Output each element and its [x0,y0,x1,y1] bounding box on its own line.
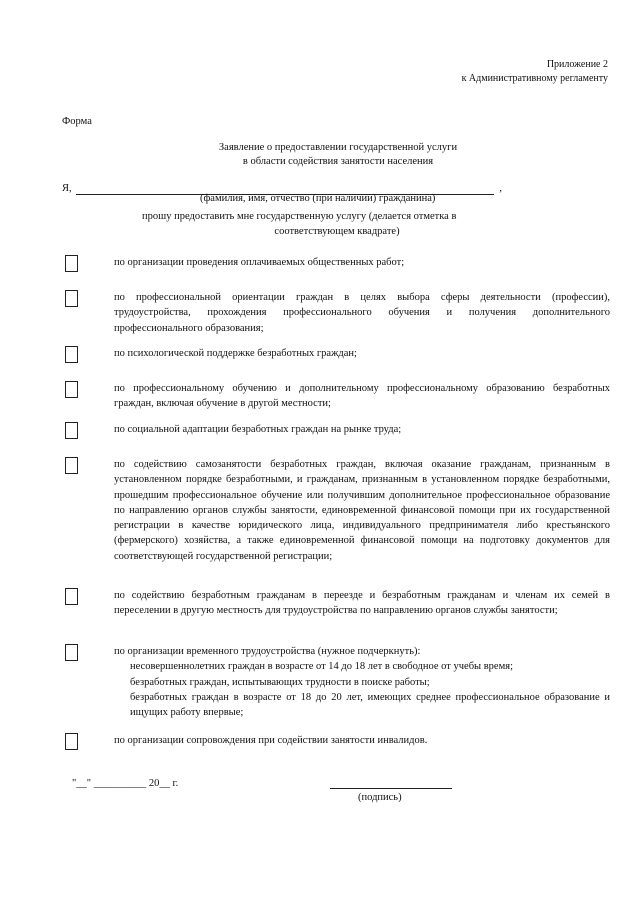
service-text: по профессиональному обучению и дополнительному профессиональному образованию безработных граждан, включая обучение в другой местности; [114,383,610,410]
title-line-2: в области содействия занятости населения [242,156,434,167]
service-checkbox[interactable] [65,381,78,398]
document-title [0,141,640,169]
service-text: по содействию самозанятости безработных граждан, включая оказание гражданам, признанным в установленном порядке безработными, и гражданам, признанным в установленном порядке безработными, прошедшим профессиональное обучение или получившим дополнительное профессиональное образование по направлению органов службы занятости, единовременной финансовой помощи при их государственной регистрации в качестве юридического лица, индивидуального предпринимателя либо крестьянского (фермерского) хозяйства, а также единовременной финансовой помощи на подготовку документов для соответствующей государственной регистрации; [114,459,610,562]
temp-employment-option: несовершеннолетних граждан в возрасте от 14 до 18 лет в свободное от учебы время; [130,661,513,673]
applicant-prefix: Я, [62,183,72,194]
service-text: по организации сопровождения при содействии занятости инвалидов. [114,735,428,746]
service-checkbox[interactable] [65,255,78,272]
service-text: по организации временного трудоустройства (нужное подчеркнуть): [114,646,421,657]
title-line-1: Заявление о предоставлении государственной услуги [218,142,458,153]
service-checkbox[interactable] [65,346,78,363]
service-text-block [114,644,610,720]
appendix-header [308,58,608,86]
service-checkbox[interactable] [65,644,78,661]
service-text: по содействию безработным гражданам в переезде и безработным гражданам и членам их семей в переселении в другую местность для трудоустройства по направлению органов службы занятости; [114,590,610,617]
signature-hint: (подпись) [358,792,402,803]
service-text: по организации проведения оплачиваемых общественных работ; [114,257,405,268]
service-text: по социальной адаптации безработных граждан на рынке труда; [114,424,402,435]
service-checkbox[interactable] [65,290,78,307]
request-line-1: прошу предоставить мне государственную услугу (делается отметка в [142,211,457,222]
service-checkbox[interactable] [65,733,78,750]
service-checkbox[interactable] [65,457,78,474]
temp-employment-option: безработных граждан, испытывающих трудности в поиске работы; [130,676,430,688]
signature-line[interactable] [330,788,452,789]
service-text: по профессиональной ориентации граждан в целях выбора сферы деятельности (профессии), трудоустройства, прохождения профессионального обучения и получения дополнительного профессионального образования; [114,292,610,334]
temp-employment-option: безработных граждан в возрасте от 18 до 20 лет, имеющих среднее профессиональное образование и ищущих работу впервые; [130,691,610,719]
date-field[interactable]: "__" __________ 20__ г. [72,778,179,789]
service-checkbox[interactable] [65,422,78,439]
applicant-comma: , [499,183,502,194]
service-checkbox[interactable] [65,588,78,605]
request-line-2: соответствующем квадрате) [274,226,400,237]
request-text [142,209,532,239]
service-text: по психологической поддержке безработных граждан; [114,348,357,359]
applicant-name-hint: (фамилия, имя, отчество (при наличии) гражданина) [200,193,436,204]
appendix-line-1: Приложение 2 [546,59,608,70]
form-label: Форма [62,116,92,127]
appendix-line-2: к Административному регламенту [461,73,608,84]
